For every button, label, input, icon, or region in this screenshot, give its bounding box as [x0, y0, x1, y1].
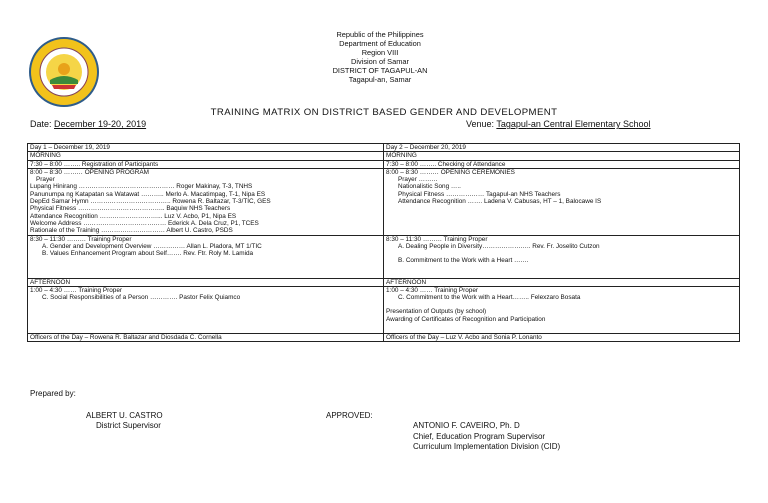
day2-morning-label: MORNING	[384, 152, 740, 160]
day2-afternoon-label: AFTERNOON	[384, 278, 740, 286]
training-item: A. Dealing People in Diversity………………….. Rev. Fr. Joselito Cutzon	[398, 242, 600, 250]
day2-officers: Officers of the Day – Luz V. Acbo and Sonia P. Lonanto	[384, 333, 740, 341]
approved-division: Curriculum Implementation Division (CID)	[413, 442, 561, 451]
program-item: Prayer	[36, 176, 55, 184]
letterhead	[250, 30, 510, 84]
prepared-by-label: Prepared by:	[30, 389, 76, 398]
afternoon-heading: 1:00 – 4:30 …… Training Proper	[30, 286, 123, 294]
table-row	[28, 160, 740, 168]
afternoon-item: C. Social Responsibilities of a Person …………. Pastor Felix Quiamco	[42, 294, 241, 302]
program-item: Welcome Address ………………………………… Ederick A. Dela Cruz, P1, TCES	[30, 219, 259, 227]
table-row	[28, 278, 740, 286]
district-seal-logo	[28, 36, 100, 108]
training-heading: 8:30 – 11:30 ……… Training Proper	[30, 235, 132, 243]
day1-training-cell	[28, 235, 384, 278]
afternoon-heading: 1:00 – 4:30 …… Training Proper	[386, 286, 479, 294]
venue-label: Venue:	[466, 119, 495, 129]
header-line: Region VIII	[361, 48, 399, 57]
date-value: December 19-20, 2019	[54, 119, 147, 129]
day2-checking: 7:30 – 8:00 …….. Checking of Attendance	[384, 160, 740, 168]
awarding-of-certificates: Awarding of Certificates of Recognition and Participation	[386, 315, 546, 323]
day2-training-cell	[384, 235, 740, 278]
day2-afternoon-cell	[384, 286, 740, 333]
program-item: Lupang Hinirang ……………………………………… Roger Makinay, T-3, TNHS	[30, 183, 253, 191]
training-item: B. Values Enhancement Program about Self……. Rev. Ftr. Roly M. Lamida	[42, 250, 254, 258]
date-line	[30, 119, 146, 129]
training-matrix-table	[27, 143, 740, 342]
table-row	[28, 152, 740, 160]
day1-heading: Day 1 – December 19, 2019	[28, 144, 384, 152]
day1-morning-label: MORNING	[28, 152, 384, 160]
program-item: Physical Fitness ………………………………….. Baquiw NHS Teachers	[30, 205, 231, 213]
header-line: Republic of the Philippines	[336, 30, 424, 39]
day1-officers: Officers of the Day – Rowena R. Baltazar and Diosdada C. Cornella	[28, 333, 384, 341]
ceremonies-heading: 8:00 – 8:30 ……… OPENING CEREMONIES	[386, 168, 515, 176]
training-item: A. Gender and Development Overview …………… Allan L. Pladora, MT 1/TIC	[42, 242, 262, 250]
ceremonies-item: Nationalistic Song …..	[398, 183, 461, 191]
approved-name: ANTONIO F. CAVEIRO, Ph. D	[413, 421, 520, 430]
day2-heading: Day 2 – December 20, 2019	[384, 144, 740, 152]
prepared-by-name: ALBERT U. CASTRO	[86, 411, 163, 420]
header-line: Division of Samar	[351, 57, 409, 66]
table-row	[28, 235, 740, 278]
prepared-by-position: District Supervisor	[96, 421, 161, 430]
table-row	[28, 333, 740, 341]
date-label: Date:	[30, 119, 52, 129]
table-row	[28, 286, 740, 333]
day1-registration: 7:30 – 8:00 …….. Registration of Participants	[28, 160, 384, 168]
afternoon-item: C. Commitment to the Work with a Heart…….. Felexzaro Bosata	[398, 294, 581, 302]
day1-opening-program-cell	[28, 168, 384, 235]
document-title: TRAINING MATRIX ON DISTRICT BASED GENDER AND DEVELOPMENT	[210, 107, 558, 118]
training-item: B. Commitment to the Work with a Heart …….	[398, 257, 529, 265]
ceremonies-item: Physical Fitness ……………… Tagapul-an NHS Teachers	[398, 190, 561, 198]
header-line: Department of Education	[339, 39, 421, 48]
header-line: Tagapul-an, Samar	[348, 75, 412, 84]
ceremonies-item: Attendance Recognition ……. Ladena V. Cabusas, HT – 1, Balocawe IS	[398, 198, 602, 206]
table-row	[28, 144, 740, 152]
ceremonies-item: Prayer ………	[398, 176, 438, 184]
program-heading: 8:00 – 8:30 ……… OPENING PROGRAM	[30, 168, 149, 176]
header-line: DISTRICT OF TAGAPUL-AN	[332, 66, 428, 75]
program-item: Panunumpa ng Katapatan sa Watawat ……….. Merlo A. Macatimpag, T-1, Nipa ES	[30, 190, 266, 198]
training-heading: 8:30 – 11:30 ……… Training Proper	[386, 235, 488, 243]
venue-value: Tagapul-an Central Elementary School	[496, 119, 651, 129]
program-item: DepEd Samar Hymn ……………………………….. Rowena R. Baltazar, T-3/TIC, GES	[30, 198, 271, 206]
program-item: Rationale of the Training ………………………… Albert U. Castro, PSDS	[30, 227, 233, 235]
approved-label: APPROVED:	[326, 411, 373, 420]
table-row	[28, 168, 740, 235]
day1-afternoon-label: AFTERNOON	[28, 278, 384, 286]
day2-opening-ceremonies-cell	[384, 168, 740, 235]
approved-position: Chief, Education Program Supervisor	[413, 432, 546, 441]
day1-afternoon-cell	[28, 286, 384, 333]
venue-line	[466, 119, 650, 129]
presentation-of-outputs: Presentation of Outputs (by school)	[386, 308, 487, 316]
program-item: Attendance Recognition ………………………... Luz V. Acbo, P1, Nipa ES	[30, 212, 237, 220]
